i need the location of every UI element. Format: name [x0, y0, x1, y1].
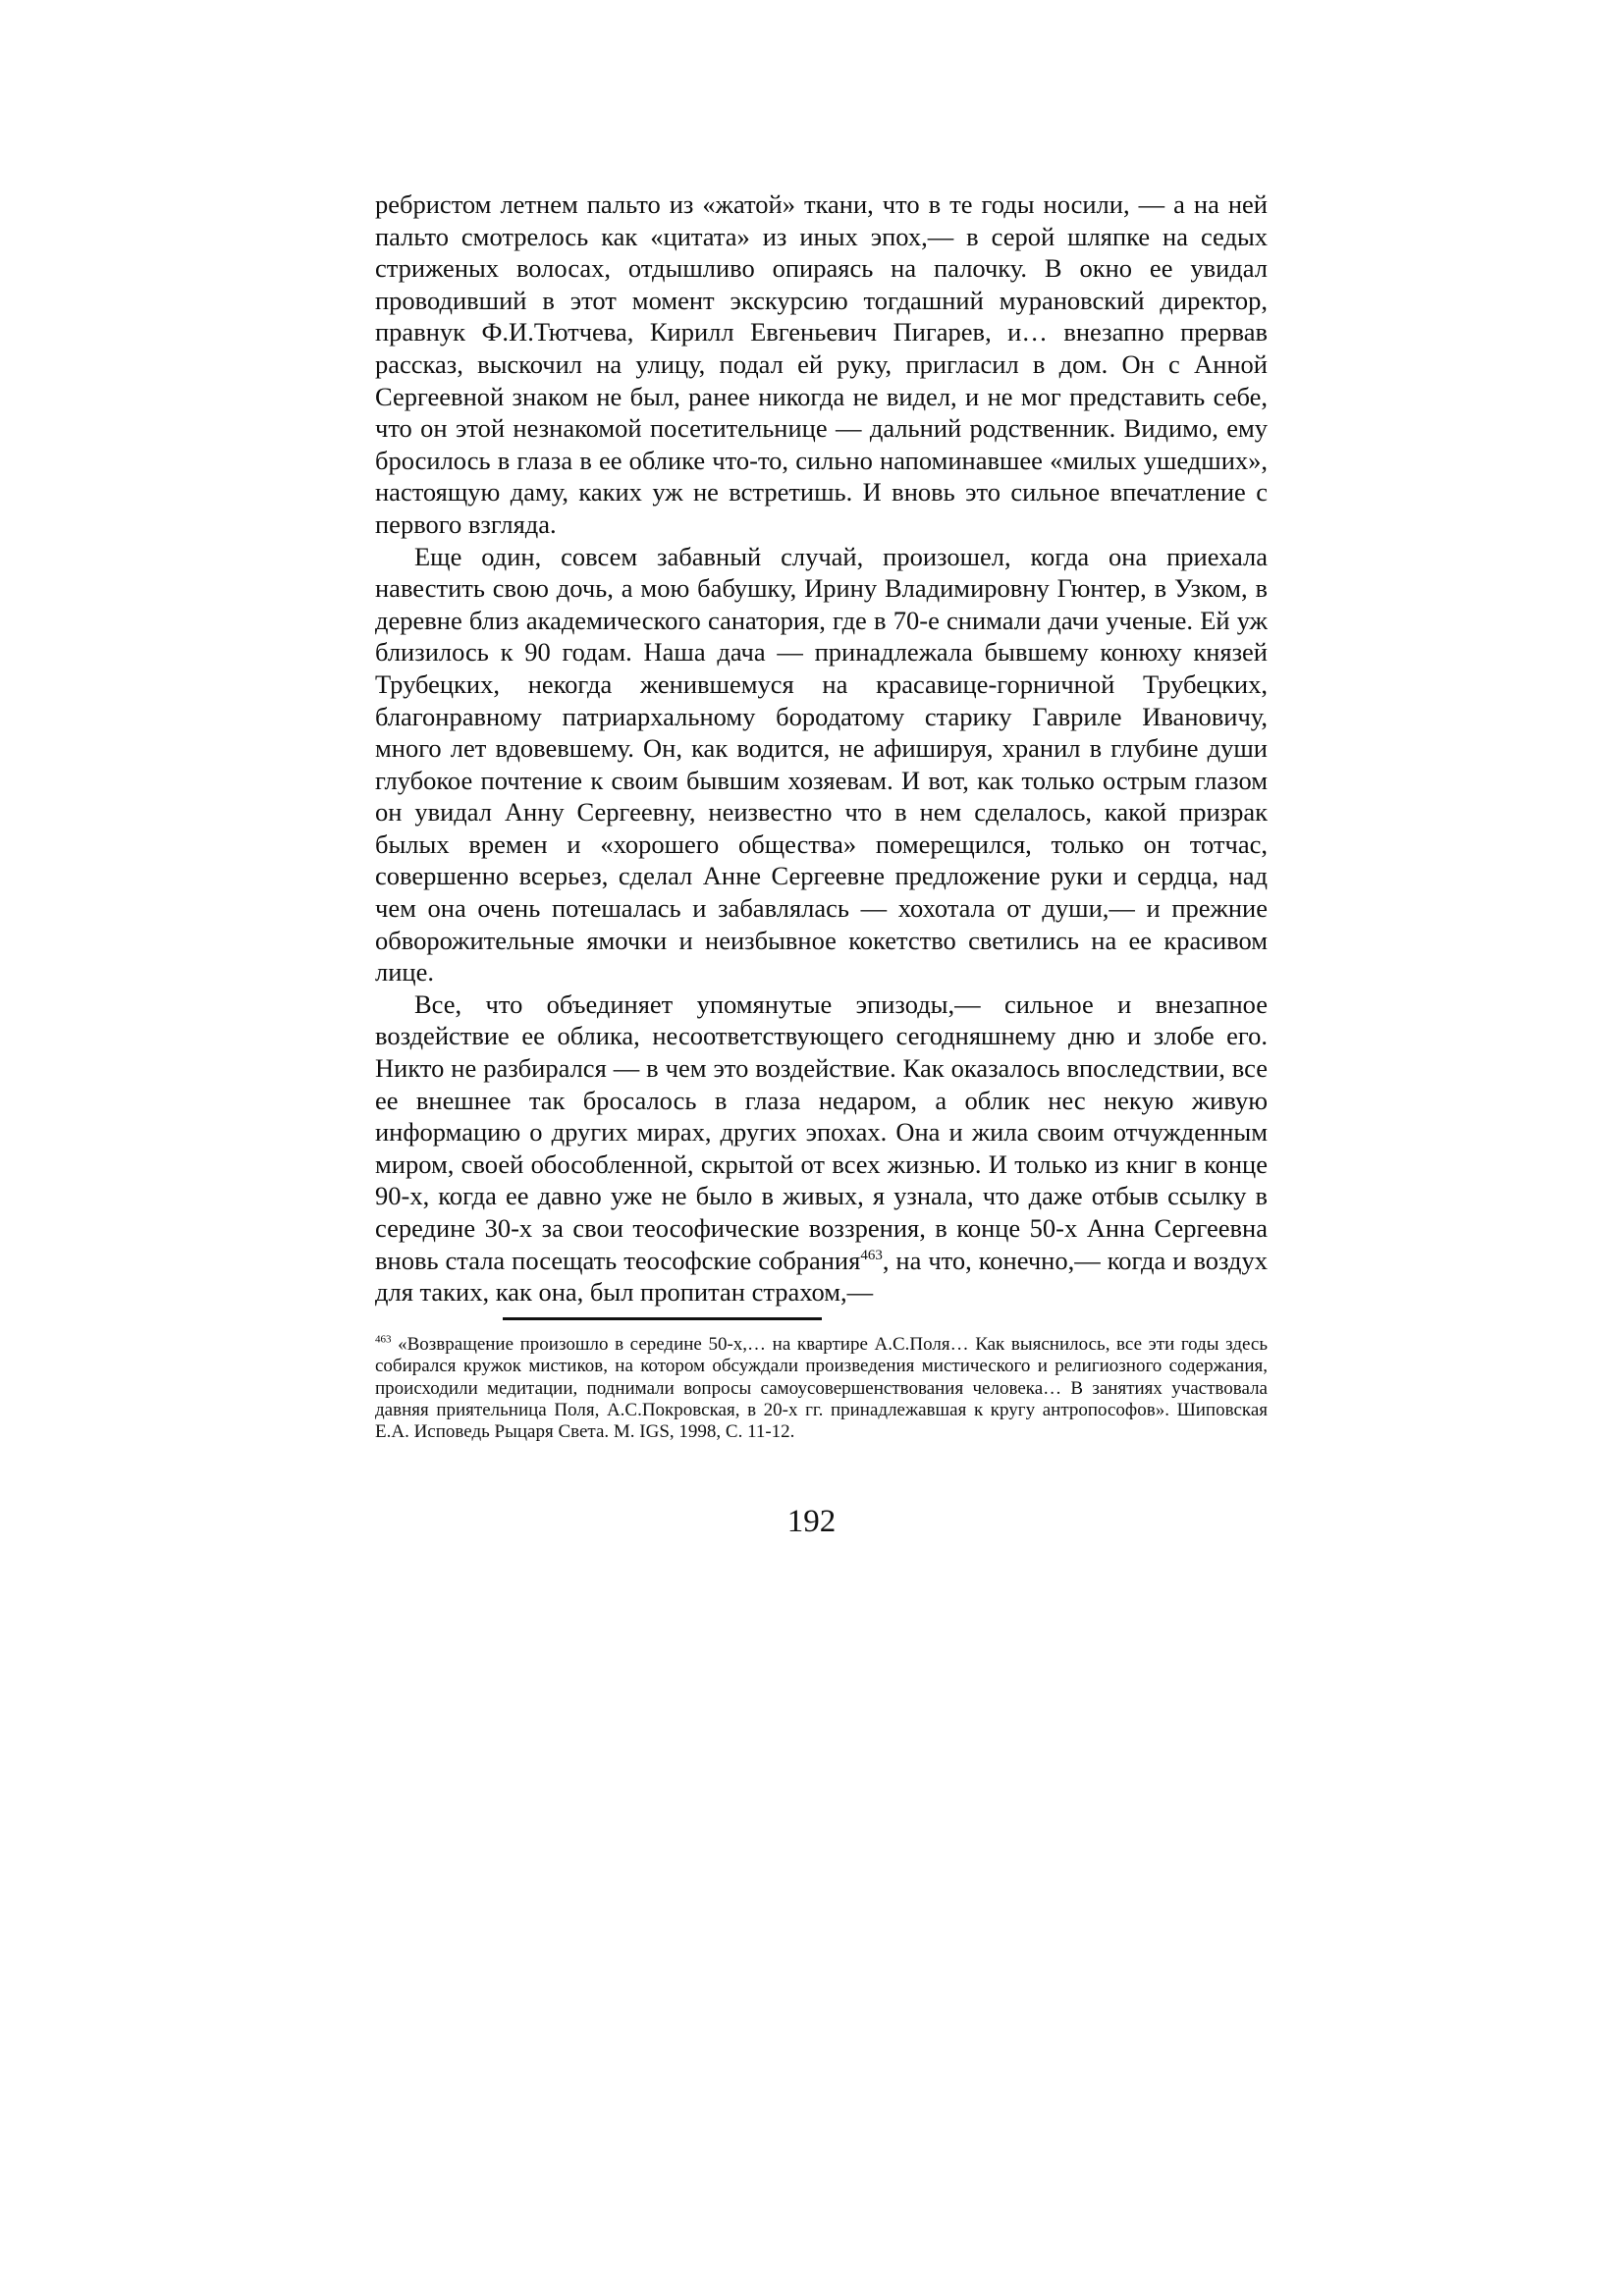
paragraph-1-text: ребристом летнем пальто из «жатой» ткани, что в те годы носили, — а на ней пальто смотрелось как «цитата» из иных эпох,— в серой шляпке на седых стриженых волосах, отдышливо опираясь на палочку. В окно ее увидал проводивший в этот момент экскурсию тогдашний мурановский директор, правнук Ф.И.Тютчева, Кирилл Евгеньевич Пигарев, и… внезапно прервав рассказ, выскочил на улицу, подал ей руку, пригласил в дом. Он с Анной Сергеевной знаком не был, ранее никогда не видел, и не мог представить себе, что он этой незнакомой посетительнице — дальний родственник. Видимо, ему бросилось в глаза в ее облике что-то, сильно напоминавшее «милых ушедших», настоящую даму, каких уж не встретишь. И вновь это сильное впечатление с первого взгляда.	[375, 189, 1268, 539]
paragraph-3	[375, 988, 1268, 1308]
page-number: 192	[786, 1504, 837, 1539]
footnote-reference: 463	[860, 1247, 883, 1263]
footnote-divider	[503, 1317, 822, 1320]
paragraph-2-text: Еще один, совсем забавный случай, произошел, когда она приехала навестить свою дочь, а мою бабушку, Ирину Владимировну Гюнтер, в Узком, в деревне близ академического санатория, где в 70-е снимали дачи ученые. Ей уж близилось к 90 годам. Наша дача — принадлежала бывшему конюху князей Трубецких, некогда женившемуся на красавице-горничной Трубецких, благонравному патриархальному бородатому старику Гавриле Ивановичу, много лет вдовевшему. Он, как водится, не афишируя, хранил в глубине души глубокое почтение к своим бывшим хозяевам. И вот, как только острым глазом он увидал Анну Сергеевну, неизвестно что в нем сделалось, какой призрак былых времен и «хорошего общества» померещился, только он тотчас, совершенно всерьез, сделал Анне Сергеевне предложение руки и сердца, над чем она очень потешалась и забавлялась — хохотала от души,— и прежние обворожительные ямочки и неизбывное кокетство светились на ее красивом лице.	[375, 541, 1268, 988]
paragraph-2	[375, 541, 1268, 988]
footnote	[375, 1334, 1268, 1443]
footnote-text: «Возвращение произошло в середине 50-х,… на квартире А.С.Поля… Как выяснилось, все эти годы здесь собирался кружок мистиков, на котором обсуждали произведения мистического и религиозного содержания, происходили медитации, поднимали вопросы самоусовершенствования человека… В занятиях участвовала давняя приятельница Поля, А.С.Покровская, в 20-х гг. принадлежавшая к кругу антропософов». Шиповская Е.А. Исповедь Рыцаря Света. М. IGS, 1998, С. 11-12.	[375, 1334, 1268, 1443]
main-text	[375, 188, 1268, 1308]
paragraph-1	[375, 188, 1268, 541]
paragraph-3-text-end: , на что, конечно,— когда и воздух для таких, как она, был пропитан страхом,—	[375, 1245, 1268, 1308]
paragraph-3-text-start: Все, что объединяет упомянутые эпизоды,— сильное и внезапное воздействие ее облика, несоответствующего сегодняшнему дню и злобе его. Никто не разбирался — в чем это воздействие. Как оказалось впоследствии, все ее внешнее так бросалось в глаза недаром, а облик нес некую живую информацию о других мирах, других эпохах. Она и жила своим отчужденным миром, своей обособленной, скрытой от всех жизнью. И только из книг в конце 90-х, когда ее давно уже не было в живых, я узнала, что даже отбыв ссылку в середине 30-х за свои теософические воззрения, в конце 50-х Анна Сергеевна вновь стала посещать теософские собрания	[375, 988, 1268, 1275]
footnote-marker: 463	[375, 1333, 392, 1346]
